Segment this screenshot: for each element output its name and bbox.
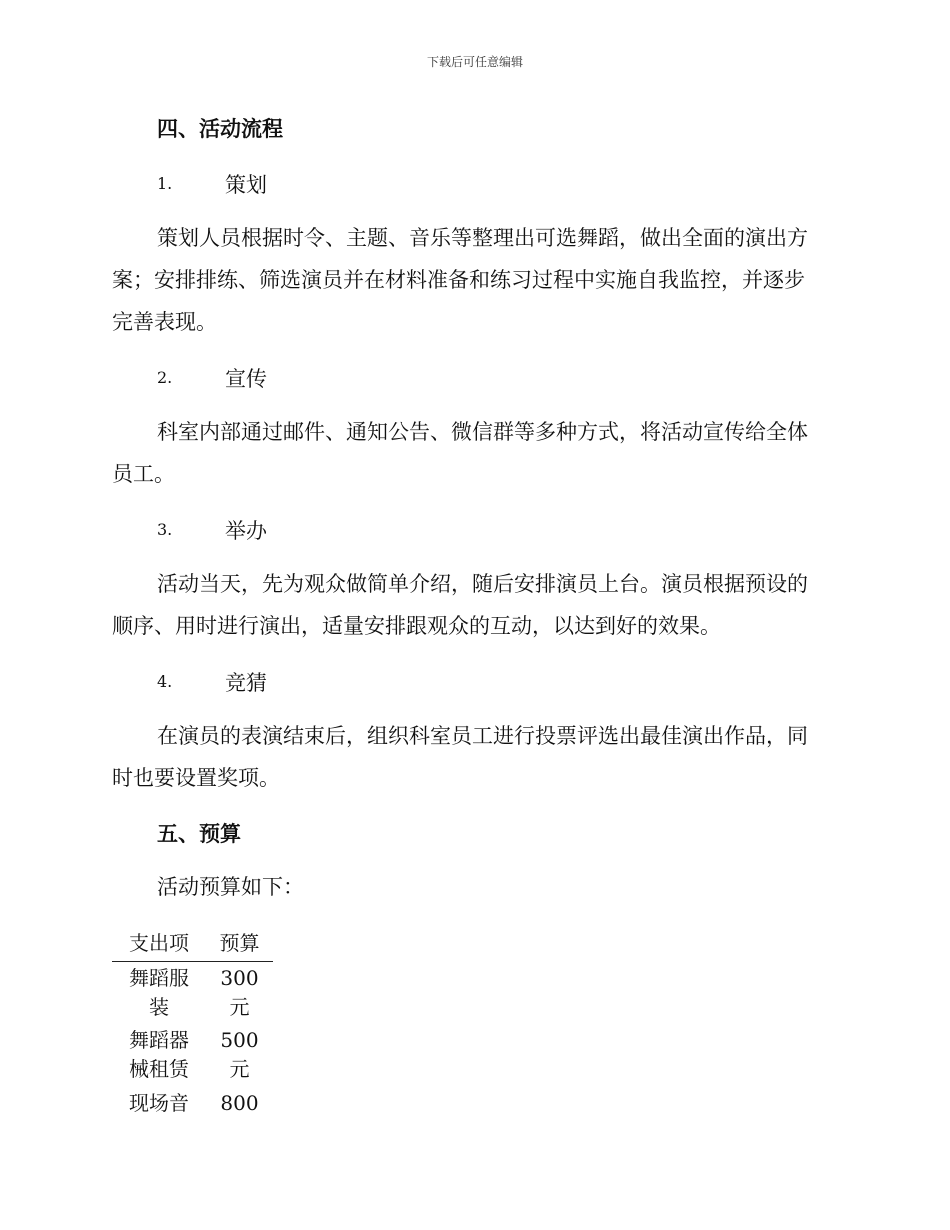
item-number: 4.	[157, 672, 173, 691]
table-cell-item: 舞蹈器	[129, 1028, 189, 1052]
table-cell-item: 舞蹈服	[129, 966, 189, 990]
table-cell-budget: 300	[220, 966, 259, 990]
page-header-note: 下载后可任意编辑	[426, 55, 523, 69]
item-number: 3.	[157, 520, 173, 539]
paragraph-line: 案；安排排练、筛选演员并在材料准备和练习过程中实施自我监控，并逐步	[112, 268, 805, 292]
item-title-planning: 策划	[225, 173, 267, 197]
item-title-voting: 竞猜	[225, 671, 267, 695]
section-heading-process: 四、活动流程	[157, 116, 283, 141]
item-number: 1.	[157, 174, 173, 193]
table-cell-item: 现场音	[129, 1091, 189, 1115]
paragraph-line: 在演员的表演结束后，组织科室员工进行投票评选出最佳演出作品，同	[157, 724, 808, 748]
section-heading-budget: 五、预算	[157, 821, 241, 846]
budget-intro: 活动预算如下：	[157, 875, 304, 899]
paragraph-line: 科室内部通过邮件、通知公告、微信群等多种方式，将活动宣传给全体	[157, 420, 808, 444]
paragraph-line: 策划人员根据时令、主题、音乐等整理出可选舞蹈，做出全面的演出方	[157, 226, 808, 250]
paragraph-line: 顺序、用时进行演出，适量安排跟观众的互动，以达到好的效果。	[112, 614, 721, 638]
table-header-item: 支出项	[129, 931, 189, 955]
paragraph-line: 时也要设置奖项。	[112, 766, 280, 790]
item-number: 2.	[157, 368, 173, 387]
item-title-publicity: 宣传	[225, 367, 267, 391]
item-title-hosting: 举办	[225, 519, 267, 543]
paragraph-line: 活动当天，先为观众做简单介绍，随后安排演员上台。演员根据预设的	[157, 572, 808, 596]
table-cell-budget: 800	[220, 1091, 259, 1115]
table-cell-item: 械租赁	[129, 1057, 189, 1081]
table-cell-item: 装	[149, 995, 169, 1019]
table-header-rule	[112, 961, 273, 962]
table-cell-budget: 500	[220, 1028, 259, 1052]
table-header-budget: 预算	[219, 931, 260, 955]
table-cell-budget: 元	[229, 1057, 250, 1081]
paragraph-line: 员工。	[112, 462, 175, 486]
paragraph-line: 完善表现。	[112, 310, 217, 334]
table-cell-budget: 元	[229, 995, 250, 1019]
